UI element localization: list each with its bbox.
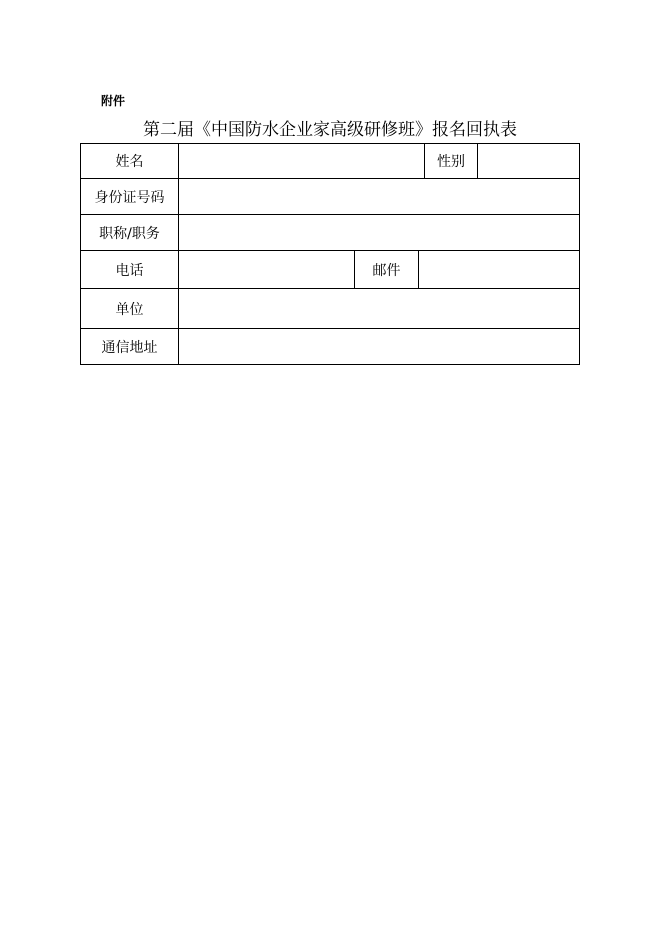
- company-field[interactable]: [179, 289, 579, 328]
- form-title: 第二届《中国防水企业家高级研修班》报名回执表: [143, 120, 517, 140]
- address-field[interactable]: [179, 329, 579, 364]
- name-field[interactable]: [179, 144, 424, 178]
- phone-field[interactable]: [179, 251, 354, 288]
- gender-label: 性别: [437, 154, 465, 170]
- job-title-label: 职称/职务: [99, 225, 160, 242]
- address-label: 通信地址: [101, 339, 158, 356]
- registration-form-table: [80, 143, 580, 365]
- id-number-label: 身份证号码: [94, 189, 165, 206]
- email-field[interactable]: [419, 251, 579, 288]
- phone-label: 电话: [115, 262, 144, 279]
- id-number-field[interactable]: [179, 179, 579, 214]
- attachment-label: 附件: [101, 94, 126, 108]
- job-title-field[interactable]: [179, 215, 579, 250]
- gender-field[interactable]: [478, 144, 579, 178]
- email-label: 邮件: [372, 262, 401, 279]
- name-label: 姓名: [115, 154, 144, 170]
- company-label: 单位: [115, 301, 144, 318]
